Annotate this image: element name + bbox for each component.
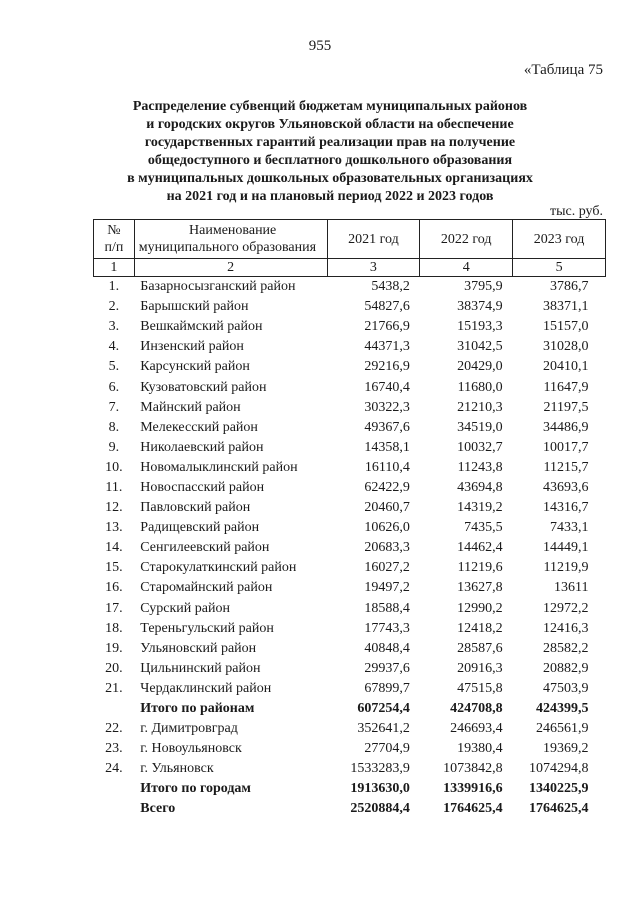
row-value-2022: 1073842,8 xyxy=(443,761,503,777)
title-line: в муниципальных дошкольных образовательных организациях xyxy=(127,171,533,186)
row-value-2021: 16740,4 xyxy=(364,379,410,395)
row-number: 2. xyxy=(108,299,120,315)
table-row xyxy=(94,619,606,639)
row-value-2023: 43693,6 xyxy=(543,479,589,495)
row-value-2021: 10626,0 xyxy=(364,520,410,536)
row-value-2022: 14319,2 xyxy=(457,500,503,516)
column-number: 3 xyxy=(327,259,420,277)
row-name: Всего xyxy=(140,801,176,817)
row-value-2021: 30322,3 xyxy=(364,399,410,415)
title-line: и городских округов Ульяновской области на обеспечение xyxy=(146,117,514,132)
row-value-2021: 67899,7 xyxy=(364,680,410,696)
row-value-2023: 15157,0 xyxy=(543,319,589,335)
row-name: Мелекесский район xyxy=(140,419,258,435)
table-row xyxy=(94,377,606,397)
row-value-2021: 27704,9 xyxy=(364,741,410,757)
column-number: 4 xyxy=(420,259,513,277)
header-2021: 2021 год xyxy=(327,220,420,259)
row-number: 20. xyxy=(105,660,123,676)
table-row xyxy=(94,317,606,337)
table-row xyxy=(94,398,606,418)
title-line: государственных гарантий реализации прав на получение xyxy=(144,135,516,150)
row-value-2023: 34486,9 xyxy=(543,419,589,435)
table-row xyxy=(94,719,606,739)
row-value-2023: 21197,5 xyxy=(543,399,589,415)
row-value-2021: 29216,9 xyxy=(364,359,410,375)
table-row xyxy=(94,518,606,538)
row-value-2023: 14316,7 xyxy=(543,500,589,516)
row-number: 1. xyxy=(108,279,120,295)
row-value-2021: 17743,3 xyxy=(364,620,410,636)
row-number: 5. xyxy=(108,359,120,375)
row-name: г. Ульяновск xyxy=(140,761,214,777)
column-number: 2 xyxy=(134,259,327,277)
column-number: 1 xyxy=(94,259,135,277)
row-number: 21. xyxy=(105,680,123,696)
row-value-2021: 54827,6 xyxy=(364,299,410,315)
row-name: Сурский район xyxy=(140,600,230,616)
row-name: Итого по городам xyxy=(140,781,251,797)
row-number xyxy=(94,799,135,819)
table-body xyxy=(94,277,606,820)
table-row xyxy=(94,538,606,558)
row-value-2021: 44371,3 xyxy=(364,339,410,355)
row-value-2021: 352641,2 xyxy=(357,721,410,737)
table-row xyxy=(94,357,606,377)
row-value-2023: 31028,0 xyxy=(543,339,589,355)
row-number: 18. xyxy=(105,620,123,636)
row-number: 6. xyxy=(108,379,120,395)
row-value-2022: 15193,3 xyxy=(457,319,503,335)
row-value-2021: 29937,6 xyxy=(364,660,410,676)
table-row xyxy=(94,639,606,659)
row-value-2022: 11243,8 xyxy=(457,459,503,475)
row-value-2023: 20410,1 xyxy=(543,359,589,375)
row-value-2023: 11219,9 xyxy=(543,560,589,576)
units-label: тыс. руб. xyxy=(550,204,603,219)
row-value-2023: 1340225,9 xyxy=(529,781,589,797)
row-value-2021: 18588,4 xyxy=(364,600,410,616)
row-value-2022: 21210,3 xyxy=(457,399,503,415)
row-value-2023: 10017,7 xyxy=(543,439,589,455)
row-value-2021: 21766,9 xyxy=(364,319,410,335)
table-row xyxy=(94,599,606,619)
row-number: 13. xyxy=(105,520,123,536)
row-number: 15. xyxy=(105,560,123,576)
row-value-2023: 12972,2 xyxy=(543,600,589,616)
row-name: Барышский район xyxy=(140,299,249,315)
row-name: Новомалыклинский район xyxy=(140,459,298,475)
row-value-2023: 7433,1 xyxy=(550,520,589,536)
row-value-2021: 16027,2 xyxy=(364,560,410,576)
row-value-2021: 19497,2 xyxy=(364,580,410,596)
row-name: Итого по районам xyxy=(140,701,255,717)
row-value-2021: 1913630,0 xyxy=(350,781,410,797)
row-number: 12. xyxy=(105,500,123,516)
row-value-2022: 31042,5 xyxy=(457,339,503,355)
table-row xyxy=(94,337,606,357)
table-row xyxy=(94,659,606,679)
row-value-2022: 20916,3 xyxy=(457,660,503,676)
page-number: 955 xyxy=(308,38,332,54)
row-value-2021: 49367,6 xyxy=(364,419,410,435)
row-value-2023: 28582,2 xyxy=(543,640,589,656)
row-number: 7. xyxy=(108,399,120,415)
row-value-2023: 47503,9 xyxy=(543,680,589,696)
row-value-2023: 424399,5 xyxy=(536,701,589,717)
row-name: Кузоватовский район xyxy=(140,379,267,395)
row-value-2021: 5438,2 xyxy=(371,279,410,295)
subvention-table xyxy=(93,219,606,820)
row-value-2022: 10032,7 xyxy=(457,439,503,455)
row-value-2022: 34519,0 xyxy=(457,419,503,435)
row-name: Новоспасский район xyxy=(140,479,265,495)
row-number: 9. xyxy=(108,439,120,455)
row-number xyxy=(94,699,135,719)
header-number-abbr: п/п xyxy=(104,240,124,255)
row-value-2021: 20683,3 xyxy=(364,540,410,556)
row-name: Радищевский район xyxy=(140,520,260,536)
table-row xyxy=(94,679,606,699)
row-name: Павловский район xyxy=(140,500,251,516)
row-value-2023: 3786,7 xyxy=(550,279,589,295)
row-name: Старомайнский район xyxy=(140,580,273,596)
table-row xyxy=(94,739,606,759)
row-name: Вешкаймский район xyxy=(140,319,263,335)
row-number: 11. xyxy=(105,479,123,495)
row-name: Базарносызганский район xyxy=(140,279,296,295)
row-value-2021: 607254,4 xyxy=(357,701,410,717)
title-line: на 2021 год и на плановый период 2022 и 2023 годов xyxy=(166,189,494,204)
header-2023: 2023 год xyxy=(513,220,606,259)
row-name: г. Новоульяновск xyxy=(140,741,242,757)
header-name xyxy=(134,220,327,259)
row-number: 10. xyxy=(105,459,123,475)
table-row xyxy=(94,578,606,598)
table-row xyxy=(94,498,606,518)
row-name: Карсунский район xyxy=(140,359,250,375)
row-value-2023: 246561,9 xyxy=(536,721,589,737)
row-value-2021: 1533283,9 xyxy=(350,761,410,777)
row-name: Старокулаткинский район xyxy=(140,560,297,576)
title-line: Распределение субвенций бюджетам муниципальных районов xyxy=(132,99,528,114)
row-number xyxy=(94,779,135,799)
header-number xyxy=(94,220,135,259)
table-row xyxy=(94,558,606,578)
row-value-2023: 12416,3 xyxy=(543,620,589,636)
row-number: 24. xyxy=(105,761,123,777)
row-value-2021: 2520884,4 xyxy=(350,801,410,817)
row-value-2023: 38371,1 xyxy=(543,299,589,315)
row-value-2022: 38374,9 xyxy=(457,299,503,315)
row-number: 19. xyxy=(105,640,123,656)
row-name: Чердаклинский район xyxy=(140,680,272,696)
row-value-2022: 14462,4 xyxy=(457,540,503,556)
column-numbers-row xyxy=(94,259,606,277)
row-value-2022: 20429,0 xyxy=(457,359,503,375)
row-value-2022: 1339916,6 xyxy=(443,781,503,797)
row-value-2023: 1764625,4 xyxy=(529,801,589,817)
row-number: 4. xyxy=(108,339,120,355)
row-value-2023: 1074294,8 xyxy=(529,761,589,777)
row-name: Сенгилеевский район xyxy=(140,540,270,556)
row-value-2022: 11680,0 xyxy=(457,379,503,395)
row-value-2023: 11215,7 xyxy=(543,459,589,475)
row-number: 23. xyxy=(105,741,123,757)
table-row xyxy=(94,277,606,298)
row-value-2022: 3795,9 xyxy=(464,279,503,295)
row-value-2023: 11647,9 xyxy=(543,379,589,395)
row-value-2021: 20460,7 xyxy=(364,500,410,516)
table-row xyxy=(94,438,606,458)
row-value-2022: 11219,6 xyxy=(457,560,503,576)
row-value-2021: 14358,1 xyxy=(364,439,410,455)
row-value-2023: 14449,1 xyxy=(543,540,589,556)
header-name-line2: муниципального образования xyxy=(138,240,317,255)
header-row xyxy=(94,220,606,259)
table-row xyxy=(94,297,606,317)
row-value-2022: 424708,8 xyxy=(450,701,503,717)
header-name-line1: Наименование xyxy=(189,223,277,238)
row-value-2023: 13611 xyxy=(554,580,589,596)
row-value-2022: 13627,8 xyxy=(457,580,503,596)
row-name: Тереньгульский район xyxy=(140,620,274,636)
row-number: 8. xyxy=(108,419,120,435)
title-line: общедоступного и бесплатного дошкольного образования xyxy=(147,153,513,168)
row-name: Ульяновский район xyxy=(140,640,257,656)
row-number: 22. xyxy=(105,721,123,737)
row-number: 14. xyxy=(105,540,123,556)
row-name: Николаевский район xyxy=(140,439,264,455)
row-value-2022: 19380,4 xyxy=(457,741,503,757)
total-row xyxy=(94,699,606,719)
row-value-2022: 246693,4 xyxy=(450,721,503,737)
table-reference: «Таблица 75 xyxy=(523,62,603,78)
row-value-2023: 19369,2 xyxy=(543,741,589,757)
table-row xyxy=(94,458,606,478)
row-number: 3. xyxy=(108,319,120,335)
header-number-symbol: № xyxy=(107,223,121,238)
document-title xyxy=(90,98,570,206)
row-value-2022: 43694,8 xyxy=(457,479,503,495)
row-value-2022: 7435,5 xyxy=(464,520,503,536)
table-row xyxy=(94,478,606,498)
row-value-2021: 16110,4 xyxy=(364,459,410,475)
table-header xyxy=(94,220,606,277)
table-row xyxy=(94,418,606,438)
row-value-2022: 12418,2 xyxy=(457,620,503,636)
row-name: г. Димитровград xyxy=(140,721,238,737)
row-name: Цильнинский район xyxy=(140,660,261,676)
header-2022: 2022 год xyxy=(420,220,513,259)
table-row xyxy=(94,759,606,779)
total-row xyxy=(94,779,606,799)
row-number: 17. xyxy=(105,600,123,616)
row-value-2022: 28587,6 xyxy=(457,640,503,656)
row-value-2021: 62422,9 xyxy=(364,479,410,495)
row-name: Инзенский район xyxy=(140,339,244,355)
row-value-2023: 20882,9 xyxy=(543,660,589,676)
row-name: Майнский район xyxy=(140,399,241,415)
row-number: 16. xyxy=(105,580,123,596)
total-row xyxy=(94,799,606,819)
row-value-2022: 1764625,4 xyxy=(443,801,503,817)
row-value-2022: 12990,2 xyxy=(457,600,503,616)
row-value-2021: 40848,4 xyxy=(364,640,410,656)
row-value-2022: 47515,8 xyxy=(457,680,503,696)
column-number: 5 xyxy=(513,259,606,277)
